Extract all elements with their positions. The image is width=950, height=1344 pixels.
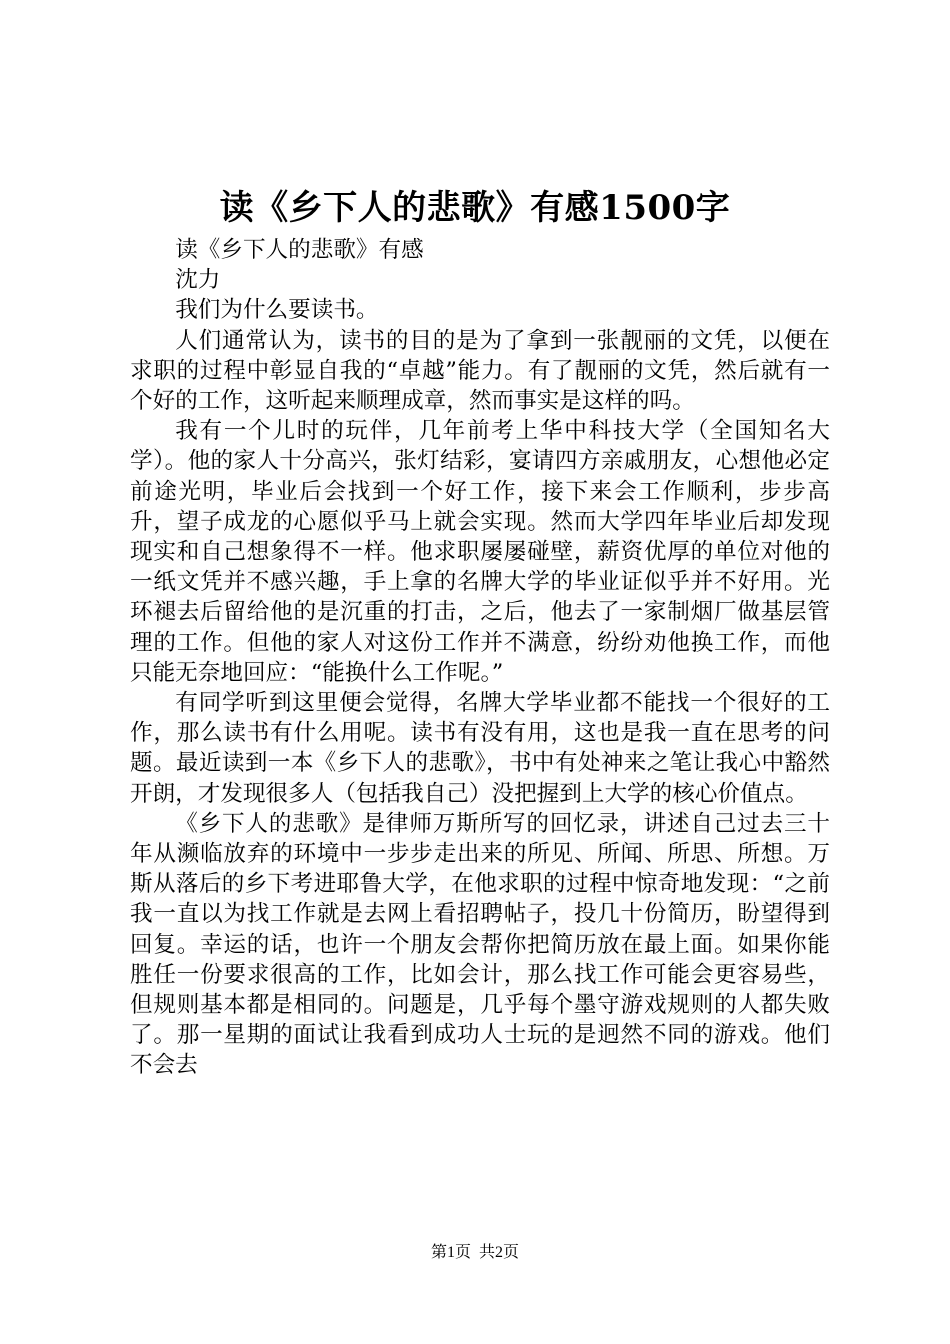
page-total: 共2页 [479,1244,520,1261]
paragraph: 我有一个儿时的玩伴，几年前考上华中科技大学（全国知名大学）。他的家人十分高兴，张灯结彩，宴请四方亲戚朋友，心想他必定前途光明，毕业后会找到一个好工作，接下来会工作顺利，步步高升，望子成龙的心愿似乎马上就会实现。然而大学四年毕业后却发现现实和自己想象得不一样。他求职屡屡碰壁，薪资优厚的单位对他的一纸文凭并不感兴趣，手上拿的名牌大学的毕业证似乎并不好用。光环褪去后留给他的是沉重的打击，之后，他去了一家制烟厂做基层管理的工作。但他的家人对这份工作并不满意，纷纷劝他换工作，而他只能无奈地回应：“能换什么工作呢。” [130,418,830,686]
paragraph: 有同学听到这里便会觉得，名牌大学毕业都不能找一个很好的工作，那么读书有什么用呢。读书有没有用，这也是我一直在思考的问题。最近读到一本《乡下人的悲歌》，书中有处神来之笔让我心中豁然开朗，才发现很多人（包括我自己）没把握到上大学的核心价值点。 [130,690,830,807]
page-number: 第1页 [430,1244,471,1261]
paragraph: 我们为什么要读书。 [175,297,379,324]
paragraph: 人们通常认为，读书的目的是为了拿到一张靓丽的文凭，以便在求职的过程中彰显自我的“卓越”能力。有了靓丽的文凭，然后就有一个好的工作，这听起来顺理成章，然而事实是这样的吗。 [130,327,830,415]
document-title: 读《乡下人的悲歌》有感1500字 [219,188,731,228]
document-body [130,235,830,1081]
essay-heading: 读《乡下人的悲歌》有感 [175,237,424,263]
author-name: 沈力 [175,267,221,294]
page-footer [0,1242,950,1264]
paragraph: 《乡下人的悲歌》是律师万斯所写的回忆录，讲述自己过去三十年从濒临放弃的环境中一步步走出来的所见、所闻、所思、所想。万斯从落后的乡下考进耶鲁大学，在他求职的过程中惊奇地发现：“之前我一直以为找工作就是去网上看招聘帖子，投几十份简历，盼望得到回复。幸运的话，也许一个朋友会帮你把简历放在最上面。如果你能胜任一份要求很高的工作，比如会计，那么找工作可能会更容易些，但规则基本都是相同的。问题是，几乎每个墨守游戏规则的人都失败了。那一星期的面试让我看到成功人士玩的是迥然不同的游戏。他们不会去 [130,810,830,1079]
